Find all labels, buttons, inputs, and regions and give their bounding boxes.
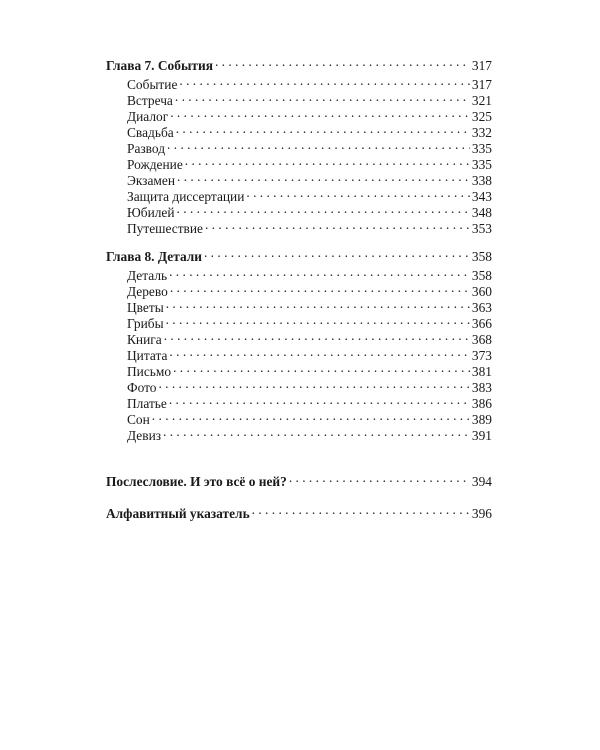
page-number: 389 (471, 412, 492, 427)
dot-leader (175, 89, 470, 105)
entry-title: Развод (127, 141, 166, 156)
page-number: 383 (471, 380, 492, 395)
dot-leader (246, 185, 470, 201)
page-number: 332 (471, 125, 492, 140)
afterword-title: Послесловие. И это всё о ней? (106, 474, 287, 489)
dot-leader (158, 376, 469, 392)
entry-title: Диалог (127, 109, 169, 124)
toc-index[interactable] (106, 502, 492, 521)
page-number: 363 (471, 300, 492, 315)
entry-title: Цветы (127, 300, 164, 315)
entry-title: Путешествие (127, 221, 203, 236)
page-number: 321 (471, 93, 492, 108)
page-number: 381 (471, 364, 492, 379)
page-number: 343 (471, 189, 492, 204)
page-number: 338 (471, 173, 492, 188)
entry-title: Экзамен (127, 173, 175, 188)
dot-leader (170, 105, 470, 121)
page-number: 325 (471, 109, 492, 124)
dot-leader (163, 424, 470, 440)
dot-leader (167, 137, 470, 153)
dot-leader (205, 217, 470, 233)
page-number: 396 (471, 506, 492, 521)
dot-leader (166, 296, 470, 312)
toc-entry[interactable] (106, 328, 492, 347)
entry-title: Юбилей (127, 205, 175, 220)
toc-entry[interactable] (106, 392, 492, 411)
page-number: 386 (471, 396, 492, 411)
page-number: 391 (471, 428, 492, 443)
entry-title: Событие (127, 77, 178, 92)
page-number: 358 (471, 268, 492, 283)
dot-leader (173, 360, 470, 376)
dot-leader (252, 502, 470, 518)
toc-chapter-8[interactable] (106, 245, 492, 264)
entry-title: Книга (127, 332, 162, 347)
dot-leader (169, 392, 470, 408)
dot-leader (177, 169, 470, 185)
entry-title: Встреча (127, 93, 173, 108)
page-number: 368 (471, 332, 492, 347)
page-number: 394 (471, 474, 492, 489)
entry-title: Сон (127, 412, 150, 427)
toc-entry[interactable] (106, 73, 492, 92)
entry-title: Рождение (127, 157, 183, 172)
page-number: 353 (471, 221, 492, 236)
toc-entry[interactable] (106, 264, 492, 283)
toc-entry[interactable] (106, 408, 492, 427)
entry-title: Платье (127, 396, 167, 411)
entry-title: Письмо (127, 364, 172, 379)
dot-leader (166, 312, 470, 328)
entry-title: Деталь (127, 268, 168, 283)
toc-entry[interactable] (106, 424, 492, 443)
table-of-contents (106, 54, 492, 521)
entry-title: Свадьба (127, 125, 174, 140)
toc-afterword[interactable] (106, 470, 492, 489)
toc-chapter-7[interactable] (106, 54, 492, 73)
dot-leader (170, 280, 470, 296)
spacer (106, 440, 492, 470)
dot-leader (169, 264, 470, 280)
dot-leader (185, 153, 470, 169)
page-number: 335 (471, 157, 492, 172)
toc-entry[interactable] (106, 344, 492, 363)
toc-entry[interactable] (106, 376, 492, 395)
entry-title: Фото (127, 380, 157, 395)
toc-entry[interactable] (106, 312, 492, 331)
page-number: 317 (471, 58, 492, 73)
page-number: 360 (471, 284, 492, 299)
page-number: 373 (471, 348, 492, 363)
entry-title: Грибы (127, 316, 164, 331)
dot-leader (176, 121, 470, 137)
entry-title: Защита диссертации (127, 189, 245, 204)
index-title: Алфавитный указатель (106, 506, 250, 521)
dot-leader (179, 73, 470, 89)
entry-title: Цитата (127, 348, 168, 363)
dot-leader (289, 470, 470, 486)
page-number: 335 (471, 141, 492, 156)
dot-leader (164, 328, 470, 344)
dot-leader (169, 344, 469, 360)
entry-title: Девиз (127, 428, 162, 443)
dot-leader (177, 201, 470, 217)
page-number: 366 (471, 316, 492, 331)
dot-leader (204, 245, 470, 261)
entry-title: Дерево (127, 284, 168, 299)
dot-leader (215, 54, 470, 70)
chapter-title: Глава 7. События (106, 58, 213, 73)
page-number: 317 (471, 77, 492, 92)
chapter-title: Глава 8. Детали (106, 249, 202, 264)
page-number: 348 (471, 205, 492, 220)
page-number: 358 (471, 249, 492, 264)
dot-leader (152, 408, 470, 424)
